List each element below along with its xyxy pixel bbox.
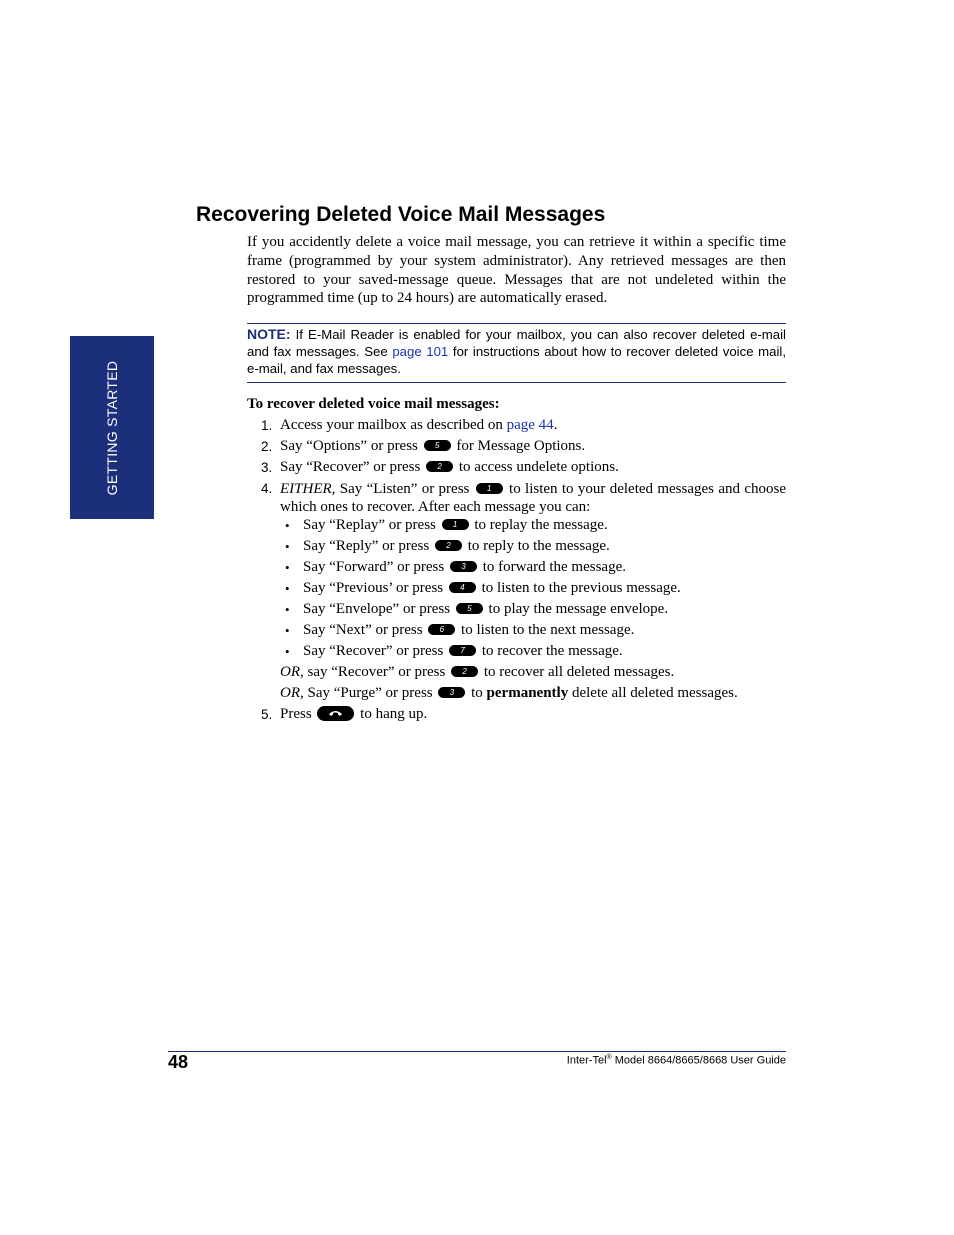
or-recover-all <box>247 662 786 683</box>
or-label: OR, <box>280 685 304 701</box>
step-number: 2. <box>261 439 273 454</box>
step-text: Access your mailbox as described on <box>280 417 507 433</box>
bullet-recover <box>247 641 786 662</box>
bullet-text: to replay the message. <box>470 517 608 533</box>
note-box <box>247 323 786 383</box>
bullet-text: Say “Forward” or press <box>303 559 448 575</box>
bullet-text: to recover the message. <box>478 643 623 659</box>
key-2-icon: 2 <box>435 540 462 551</box>
hangup-key-icon <box>317 706 354 721</box>
step-number: 1. <box>261 418 273 433</box>
step-text: Press <box>280 706 316 722</box>
registered-mark: ® <box>606 1054 612 1061</box>
step-number: 4. <box>261 481 273 496</box>
step-text: to access undelete options. <box>455 459 619 475</box>
bullet-dot: • <box>285 581 290 596</box>
page-44-link[interactable]: page 44 <box>506 417 554 433</box>
step-text: to hang up. <box>356 706 428 722</box>
note-text-after: for instructions about how to recover deleted voice mail, e-mail, and fax messages. <box>247 344 787 376</box>
key-3-icon: 3 <box>450 561 477 572</box>
procedure-heading: To recover deleted voice mail messages: <box>247 396 500 412</box>
bullet-dot: • <box>285 518 290 533</box>
key-5-icon: 5 <box>424 440 451 451</box>
footer-rule <box>168 1051 786 1052</box>
bullet-text: Say “Recover” or press <box>303 643 448 659</box>
step-text: Say “Recover” or press <box>280 459 425 475</box>
bullet-text: Say “Envelope” or press <box>303 601 454 617</box>
or-text: Say “Purge” or press <box>303 685 437 701</box>
or-text: to recover all deleted messages. <box>480 664 675 680</box>
or-text: say “Recover” or press <box>303 664 450 680</box>
step-text: . <box>553 417 558 433</box>
permanently-emphasis: permanently <box>486 685 569 701</box>
key-5-icon: 5 <box>456 603 483 614</box>
bullet-text: to listen to the next message. <box>457 622 635 638</box>
step-text: to listen to your deleted messages and choose which ones to recover. After each message you can: <box>280 481 786 515</box>
bullet-text: Say “Reply” or press <box>303 538 433 554</box>
bullet-dot: • <box>285 623 290 638</box>
page-title: Recovering Deleted Voice Mail Messages <box>196 203 606 226</box>
key-2-icon: 2 <box>426 461 453 472</box>
bullet-next <box>247 620 786 641</box>
step-5 <box>247 704 786 725</box>
step-number: 3. <box>261 460 273 475</box>
page-number: 48 <box>168 1052 189 1072</box>
bullet-replay <box>247 515 786 536</box>
intro-paragraph: If you accidently delete a voice mail message, you can retrieve it within a specific time frame (programmed by your system administrator). Any retrieved messages are then restored to your saved-message queue. Messages that are not undeleted within the programmed time (up to 24 hours) are automatically erased. <box>247 234 786 307</box>
bullet-text: to forward the message. <box>478 559 627 575</box>
step-text: Say “Options” or press <box>280 438 422 454</box>
bullet-dot: • <box>285 644 290 659</box>
step-text: for Message Options. <box>452 438 586 454</box>
bullet-reply <box>247 536 786 557</box>
bullet-dot: • <box>285 560 290 575</box>
bullet-envelope <box>247 599 786 620</box>
or-label: OR, <box>280 664 304 680</box>
steps-list <box>247 415 786 725</box>
bullet-forward <box>247 557 786 578</box>
step-4 <box>247 478 786 515</box>
either-label: EITHER, <box>280 481 336 497</box>
or-text: delete all deleted messages. <box>568 685 738 701</box>
bullet-text: Say “Previous’ or press <box>303 580 447 596</box>
bullet-text: Say “Next” or press <box>303 622 427 638</box>
step-text: Say “Listen” or press <box>335 481 474 497</box>
key-1-icon: 1 <box>476 483 503 494</box>
key-2-icon: 2 <box>451 666 478 677</box>
bullet-text: Say “Replay” or press <box>303 517 440 533</box>
key-1-icon: 1 <box>442 519 469 530</box>
or-purge <box>247 683 786 704</box>
section-tab-label: GETTING STARTED <box>104 360 120 495</box>
bullet-text: to play the message envelope. <box>484 601 669 617</box>
key-6-icon: 6 <box>428 624 455 635</box>
note-text-before: If E-Mail Reader is enabled for your mailbox, you can also recover deleted e-mail and fax messages. See <box>247 327 786 359</box>
guide-title <box>567 1054 786 1067</box>
bullet-dot: • <box>285 539 290 554</box>
bullet-text: to reply to the message. <box>463 538 610 554</box>
bullet-text: to listen to the previous message. <box>477 580 681 596</box>
bullet-previous <box>247 578 786 599</box>
guide-brand: Inter-Tel <box>566 1054 607 1067</box>
or-text: to <box>467 685 487 701</box>
bullet-dot: • <box>285 602 290 617</box>
key-3-icon: 3 <box>438 687 465 698</box>
step-number: 5. <box>261 707 273 722</box>
section-tab <box>70 336 154 519</box>
note-label: NOTE: <box>247 326 291 342</box>
step-3 <box>247 457 786 478</box>
step-2 <box>247 436 786 457</box>
note-page-link[interactable]: page 101 <box>392 344 449 359</box>
step-1 <box>247 415 786 436</box>
key-4-icon: 4 <box>449 582 476 593</box>
key-7-icon: 7 <box>449 645 476 656</box>
guide-model: Model 8664/8665/8668 User Guide <box>611 1054 786 1067</box>
